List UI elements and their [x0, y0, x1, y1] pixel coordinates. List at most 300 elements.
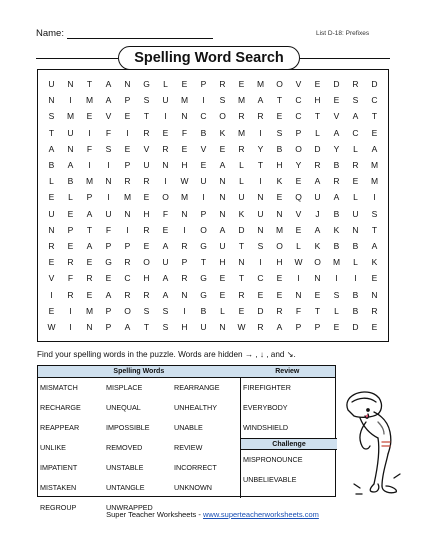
grid-letter[interactable]: T: [314, 111, 321, 122]
grid-letter[interactable]: S: [219, 95, 226, 106]
grid-letter[interactable]: P: [124, 160, 131, 171]
grid-letter[interactable]: E: [143, 192, 150, 203]
grid-letter[interactable]: N: [219, 192, 226, 203]
grid-letter[interactable]: D: [333, 79, 340, 90]
grid-letter[interactable]: H: [181, 321, 188, 332]
footer-link[interactable]: www.superteacherworksheets.com: [202, 510, 319, 519]
grid-letter[interactable]: N: [238, 257, 245, 268]
grid-letter[interactable]: R: [352, 79, 359, 90]
grid-letter[interactable]: E: [276, 273, 283, 284]
grid-letter[interactable]: O: [314, 257, 321, 268]
grid-letter[interactable]: I: [107, 160, 110, 171]
grid-letter[interactable]: K: [371, 257, 378, 268]
grid-letter[interactable]: S: [333, 289, 340, 300]
grid-letter[interactable]: E: [48, 305, 55, 316]
grid-letter[interactable]: A: [162, 273, 169, 284]
grid-letter[interactable]: I: [88, 160, 91, 171]
grid-letter[interactable]: N: [124, 208, 131, 219]
grid-letter[interactable]: T: [143, 111, 150, 122]
grid-letter[interactable]: G: [200, 273, 207, 284]
grid-letter[interactable]: C: [352, 127, 359, 138]
grid-letter[interactable]: L: [334, 305, 339, 316]
grid-letter[interactable]: T: [86, 79, 93, 90]
grid-letter[interactable]: E: [295, 176, 302, 187]
grid-letter[interactable]: L: [353, 143, 358, 154]
grid-letter[interactable]: A: [124, 321, 131, 332]
grid-letter[interactable]: U: [352, 208, 359, 219]
grid-letter[interactable]: K: [314, 240, 321, 251]
grid-letter[interactable]: A: [48, 143, 55, 154]
grid-letter[interactable]: I: [335, 273, 338, 284]
grid-letter[interactable]: T: [143, 321, 150, 332]
grid-letter[interactable]: U: [48, 208, 55, 219]
grid-letter[interactable]: O: [295, 143, 302, 154]
grid-letter[interactable]: F: [86, 143, 93, 154]
grid-letter[interactable]: M: [85, 95, 94, 106]
grid-letter[interactable]: R: [314, 160, 321, 171]
grid-letter[interactable]: M: [85, 176, 94, 187]
grid-letter[interactable]: C: [124, 273, 131, 284]
grid-letter[interactable]: I: [164, 111, 167, 122]
grid-letter[interactable]: O: [143, 257, 150, 268]
grid-letter[interactable]: N: [219, 321, 226, 332]
grid-letter[interactable]: A: [105, 95, 112, 106]
grid-letter[interactable]: H: [181, 160, 188, 171]
grid-letter[interactable]: S: [276, 127, 283, 138]
grid-letter[interactable]: I: [69, 321, 72, 332]
grid-letter[interactable]: R: [67, 257, 74, 268]
grid-letter[interactable]: E: [48, 257, 55, 268]
grid-letter[interactable]: A: [314, 224, 321, 235]
grid-letter[interactable]: V: [105, 111, 112, 122]
grid-letter[interactable]: E: [238, 305, 245, 316]
grid-letter[interactable]: R: [371, 305, 378, 316]
grid-letter[interactable]: T: [314, 305, 321, 316]
grid-letter[interactable]: R: [124, 257, 131, 268]
grid-letter[interactable]: E: [219, 289, 226, 300]
grid-letter[interactable]: L: [220, 305, 225, 316]
grid-letter[interactable]: E: [124, 143, 131, 154]
page-title: Spelling Word Search: [118, 46, 300, 70]
grid-letter[interactable]: R: [352, 160, 359, 171]
grid-letter[interactable]: B: [67, 176, 74, 187]
grid-letter[interactable]: R: [143, 289, 150, 300]
grid-letter[interactable]: I: [164, 176, 167, 187]
grid-letter[interactable]: A: [86, 208, 93, 219]
grid-letter[interactable]: R: [257, 111, 264, 122]
grid-letter[interactable]: E: [86, 289, 93, 300]
grid-letter[interactable]: A: [219, 160, 226, 171]
grid-letter[interactable]: R: [181, 240, 188, 251]
grid-letter[interactable]: I: [183, 305, 186, 316]
grid-letter[interactable]: N: [371, 289, 378, 300]
grid-letter[interactable]: N: [48, 95, 55, 106]
grid-letter[interactable]: N: [181, 208, 188, 219]
grid-letter[interactable]: L: [49, 176, 54, 187]
grid-letter[interactable]: E: [181, 79, 188, 90]
grid-letter[interactable]: L: [296, 240, 301, 251]
grid-letter[interactable]: S: [257, 240, 264, 251]
grid-letter[interactable]: M: [256, 79, 265, 90]
grid-letter[interactable]: E: [162, 127, 169, 138]
grid-letter[interactable]: M: [370, 160, 379, 171]
grid-letter[interactable]: K: [333, 224, 340, 235]
grid-letter[interactable]: R: [162, 143, 169, 154]
grid-letter[interactable]: U: [48, 79, 55, 90]
grid-letter[interactable]: Y: [257, 143, 264, 154]
grid-letter[interactable]: P: [295, 127, 302, 138]
grid-letter[interactable]: A: [105, 289, 112, 300]
grid-letter[interactable]: E: [276, 111, 283, 122]
grid-letter[interactable]: T: [48, 127, 55, 138]
grid-letter[interactable]: U: [162, 257, 169, 268]
grid-letter[interactable]: P: [181, 257, 188, 268]
grid-letter[interactable]: P: [200, 208, 207, 219]
grid-letter[interactable]: A: [314, 176, 321, 187]
grid-letter[interactable]: O: [219, 111, 226, 122]
grid-letter[interactable]: A: [67, 160, 74, 171]
grid-letter[interactable]: R: [333, 176, 340, 187]
grid-letter[interactable]: N: [314, 273, 321, 284]
grid-letter[interactable]: M: [180, 192, 189, 203]
spelling-word: MISMATCH: [40, 383, 78, 392]
spelling-word: REGROUP: [40, 503, 77, 512]
grid-letter[interactable]: B: [200, 305, 207, 316]
grid-letter[interactable]: E: [181, 143, 188, 154]
grid-letter[interactable]: N: [124, 79, 131, 90]
grid-letter[interactable]: F: [295, 305, 302, 316]
grid-letter[interactable]: I: [373, 192, 376, 203]
grid-letter[interactable]: E: [67, 240, 74, 251]
grid-letter[interactable]: R: [238, 289, 245, 300]
grid-letter[interactable]: Y: [295, 160, 302, 171]
grid-letter[interactable]: M: [66, 111, 75, 122]
grid-letter[interactable]: R: [276, 305, 283, 316]
grid-letter[interactable]: E: [86, 257, 93, 268]
grid-letter[interactable]: U: [162, 95, 169, 106]
grid-letter[interactable]: I: [69, 95, 72, 106]
grid-letter[interactable]: G: [143, 79, 150, 90]
grid-letter[interactable]: G: [200, 289, 207, 300]
grid-letter[interactable]: S: [162, 321, 169, 332]
grid-letter[interactable]: N: [181, 289, 188, 300]
grid-letter[interactable]: P: [105, 305, 112, 316]
grid-letter[interactable]: P: [86, 192, 93, 203]
grid-letter[interactable]: L: [239, 176, 244, 187]
grid-letter[interactable]: D: [257, 305, 264, 316]
grid-letter[interactable]: T: [276, 95, 283, 106]
spelling-word: IMPOSSIBLE: [106, 423, 150, 432]
grid-letter[interactable]: E: [219, 273, 226, 284]
grid-letter[interactable]: F: [162, 208, 169, 219]
grid-letter[interactable]: A: [352, 111, 359, 122]
challenge-word: UNBELIEVABLE: [243, 475, 297, 484]
grid-letter[interactable]: E: [276, 289, 283, 300]
name-field-line[interactable]: [67, 38, 213, 39]
grid-letter[interactable]: N: [352, 224, 359, 235]
grid-letter[interactable]: H: [219, 257, 226, 268]
grid-letter[interactable]: E: [219, 143, 226, 154]
grid-letter[interactable]: G: [105, 257, 112, 268]
grid-letter[interactable]: A: [333, 127, 340, 138]
grid-letter[interactable]: K: [238, 208, 245, 219]
grid-letter[interactable]: M: [332, 257, 341, 268]
grid-letter[interactable]: I: [259, 176, 262, 187]
grid-letter[interactable]: T: [371, 111, 378, 122]
grid-letter[interactable]: N: [105, 176, 112, 187]
grid-letter[interactable]: T: [238, 273, 245, 284]
grid-letter[interactable]: D: [314, 143, 321, 154]
grid-letter[interactable]: C: [295, 95, 302, 106]
grid-letter[interactable]: V: [48, 273, 55, 284]
grid-letter[interactable]: E: [67, 208, 74, 219]
spelling-word: UNSTABLE: [106, 463, 144, 472]
grid-letter[interactable]: I: [259, 257, 262, 268]
grid-letter[interactable]: R: [219, 79, 226, 90]
grid-letter[interactable]: P: [67, 224, 74, 235]
grid-letter[interactable]: D: [352, 321, 359, 332]
grid-letter[interactable]: M: [123, 192, 132, 203]
grid-letter[interactable]: L: [353, 257, 358, 268]
grid-letter[interactable]: H: [314, 95, 321, 106]
grid-letter[interactable]: U: [105, 208, 112, 219]
grid-letter[interactable]: L: [68, 192, 73, 203]
grid-letter[interactable]: H: [143, 208, 150, 219]
grid-letter[interactable]: U: [314, 192, 321, 203]
grid-letter[interactable]: I: [50, 289, 53, 300]
grid-letter[interactable]: I: [126, 127, 129, 138]
grid-letter[interactable]: E: [124, 111, 131, 122]
grid-letter[interactable]: S: [48, 111, 55, 122]
grid-letter[interactable]: A: [371, 143, 378, 154]
grid-letter[interactable]: E: [276, 192, 283, 203]
grid-letter[interactable]: N: [67, 143, 74, 154]
grid-letter[interactable]: W: [237, 321, 246, 332]
grid-letter[interactable]: W: [294, 257, 303, 268]
grid-letter[interactable]: E: [333, 95, 340, 106]
grid-letter[interactable]: E: [238, 79, 245, 90]
grid-letter[interactable]: H: [143, 273, 150, 284]
grid-letter[interactable]: N: [219, 176, 226, 187]
grid-letter[interactable]: U: [67, 127, 74, 138]
grid-letter[interactable]: G: [200, 240, 207, 251]
grid-letter[interactable]: L: [353, 192, 358, 203]
grid-letter[interactable]: A: [105, 79, 112, 90]
grid-letter[interactable]: A: [219, 224, 226, 235]
grid-letter[interactable]: C: [295, 111, 302, 122]
grid-letter[interactable]: E: [314, 79, 321, 90]
grid-letter[interactable]: E: [295, 224, 302, 235]
grid-letter[interactable]: B: [333, 240, 340, 251]
grid-letter[interactable]: E: [333, 321, 340, 332]
grid-letter[interactable]: P: [124, 95, 131, 106]
grid-letter[interactable]: B: [333, 160, 340, 171]
grid-letter[interactable]: N: [257, 192, 264, 203]
grid-letter[interactable]: V: [295, 208, 302, 219]
grid-letter[interactable]: M: [237, 95, 246, 106]
grid-letter[interactable]: U: [200, 321, 207, 332]
grid-letter[interactable]: B: [352, 305, 359, 316]
grid-letter[interactable]: A: [162, 289, 169, 300]
grid-letter[interactable]: E: [352, 176, 359, 187]
grid-letter[interactable]: E: [371, 273, 378, 284]
grid-letter[interactable]: N: [181, 111, 188, 122]
grid-letter[interactable]: A: [86, 240, 93, 251]
grid-letter[interactable]: R: [238, 111, 245, 122]
grid-letter[interactable]: T: [86, 224, 93, 235]
grid-letter[interactable]: K: [219, 127, 226, 138]
grid-letter[interactable]: V: [295, 79, 302, 90]
grid-letter[interactable]: E: [200, 160, 207, 171]
grid-letter[interactable]: R: [181, 273, 188, 284]
grid-letter[interactable]: F: [67, 273, 74, 284]
grid-letter[interactable]: A: [162, 240, 169, 251]
grid-letter[interactable]: R: [86, 273, 93, 284]
grid-letter[interactable]: R: [257, 321, 264, 332]
grid-letter[interactable]: L: [239, 160, 244, 171]
grid-letter[interactable]: B: [48, 160, 55, 171]
spelling-column-1: [38, 378, 103, 512]
grid-letter[interactable]: E: [162, 224, 169, 235]
grid-letter[interactable]: L: [315, 127, 320, 138]
grid-letter[interactable]: I: [88, 127, 91, 138]
grid-letter[interactable]: R: [124, 289, 131, 300]
grid-letter[interactable]: M: [85, 305, 94, 316]
grid-letter[interactable]: E: [371, 127, 378, 138]
review-column: [241, 378, 337, 498]
review-header: Review: [275, 368, 300, 375]
grid-letter[interactable]: E: [86, 111, 93, 122]
grid-letter[interactable]: N: [86, 321, 93, 332]
grid-letter[interactable]: V: [143, 143, 150, 154]
grid-letter[interactable]: E: [314, 289, 321, 300]
grid-letter[interactable]: C: [371, 95, 378, 106]
grid-letter[interactable]: M: [237, 127, 246, 138]
grid-letter[interactable]: W: [180, 176, 189, 187]
grid-letter[interactable]: T: [371, 224, 378, 235]
grid-letter[interactable]: A: [333, 192, 340, 203]
grid-letter[interactable]: M: [370, 176, 379, 187]
grid-letter[interactable]: S: [105, 143, 112, 154]
grid-letter[interactable]: P: [295, 321, 302, 332]
grid-letter[interactable]: E: [105, 273, 112, 284]
grid-letter[interactable]: R: [48, 240, 55, 251]
grid-letter[interactable]: A: [276, 321, 283, 332]
grid-letter[interactable]: V: [333, 111, 340, 122]
grid-letter[interactable]: B: [352, 240, 359, 251]
grid-letter[interactable]: I: [107, 192, 110, 203]
grid-letter[interactable]: I: [69, 305, 72, 316]
grid-letter[interactable]: S: [162, 305, 169, 316]
spelling-word: UNHEALTHY: [174, 403, 217, 412]
grid-letter[interactable]: I: [183, 224, 186, 235]
grid-letter[interactable]: L: [163, 79, 168, 90]
grid-letter[interactable]: U: [257, 208, 264, 219]
grid-letter[interactable]: J: [315, 208, 320, 219]
grid-letter[interactable]: I: [297, 273, 300, 284]
grid-letter[interactable]: B: [276, 143, 283, 154]
grid-letter[interactable]: E: [48, 192, 55, 203]
grid-letter[interactable]: R: [143, 224, 150, 235]
grid-letter[interactable]: P: [200, 79, 207, 90]
grid-letter[interactable]: U: [143, 160, 150, 171]
grid-letter[interactable]: R: [124, 176, 131, 187]
grid-letter[interactable]: O: [124, 305, 131, 316]
grid-letter[interactable]: N: [219, 208, 226, 219]
grid-letter[interactable]: S: [143, 305, 150, 316]
grid-letter[interactable]: U: [238, 192, 245, 203]
grid-letter[interactable]: N: [48, 224, 55, 235]
grid-letter[interactable]: I: [202, 192, 205, 203]
grid-letter[interactable]: T: [257, 160, 264, 171]
grid-letter[interactable]: F: [181, 127, 188, 138]
grid-letter[interactable]: N: [162, 160, 169, 171]
grid-letter[interactable]: W: [47, 321, 56, 332]
grid-letter[interactable]: A: [257, 95, 264, 106]
grid-letter[interactable]: F: [105, 224, 112, 235]
grid-letter[interactable]: C: [257, 273, 264, 284]
grid-letter[interactable]: N: [295, 289, 302, 300]
grid-letter[interactable]: U: [219, 240, 226, 251]
grid-letter[interactable]: O: [162, 192, 169, 203]
grid-letter[interactable]: Q: [295, 192, 302, 203]
grid-letter[interactable]: S: [352, 95, 359, 106]
grid-letter[interactable]: B: [333, 208, 340, 219]
grid-letter[interactable]: N: [257, 224, 264, 235]
grid-letter[interactable]: T: [200, 257, 207, 268]
grid-letter[interactable]: K: [276, 176, 283, 187]
grid-letter[interactable]: B: [200, 127, 207, 138]
grid-letter[interactable]: O: [200, 224, 207, 235]
grid-letter[interactable]: U: [200, 176, 207, 187]
grid-letter[interactable]: S: [143, 95, 150, 106]
grid-letter[interactable]: D: [238, 224, 245, 235]
grid-letter[interactable]: T: [238, 240, 245, 251]
grid-letter[interactable]: V: [200, 143, 207, 154]
grid-letter[interactable]: M: [275, 224, 284, 235]
grid-letter[interactable]: M: [180, 95, 189, 106]
grid-letter[interactable]: R: [238, 143, 245, 154]
grid-letter[interactable]: R: [143, 176, 150, 187]
grid-letter[interactable]: E: [371, 321, 378, 332]
grid-letter[interactable]: E: [257, 289, 264, 300]
grid-letter[interactable]: I: [354, 273, 357, 284]
grid-letter[interactable]: P: [124, 240, 131, 251]
grid-letter[interactable]: S: [371, 208, 378, 219]
grid-letter[interactable]: I: [126, 224, 129, 235]
grid-letter[interactable]: I: [202, 95, 205, 106]
grid-letter[interactable]: P: [314, 321, 321, 332]
grid-letter[interactable]: A: [371, 240, 378, 251]
grid-letter[interactable]: F: [105, 127, 112, 138]
grid-letter[interactable]: Y: [333, 143, 340, 154]
grid-letter[interactable]: I: [259, 127, 262, 138]
grid-letter[interactable]: H: [276, 160, 283, 171]
grid-letter[interactable]: H: [276, 257, 283, 268]
grid-letter[interactable]: O: [276, 79, 283, 90]
grid-letter[interactable]: C: [200, 111, 207, 122]
grid-letter[interactable]: N: [276, 208, 283, 219]
grid-letter[interactable]: R: [67, 289, 74, 300]
grid-letter[interactable]: P: [105, 321, 112, 332]
grid-letter[interactable]: E: [143, 240, 150, 251]
grid-letter[interactable]: O: [276, 240, 283, 251]
grid-letter[interactable]: B: [352, 289, 359, 300]
grid-letter[interactable]: D: [371, 79, 378, 90]
grid-letter[interactable]: P: [105, 240, 112, 251]
grid-letter[interactable]: R: [143, 127, 150, 138]
grid-letter[interactable]: N: [67, 79, 74, 90]
